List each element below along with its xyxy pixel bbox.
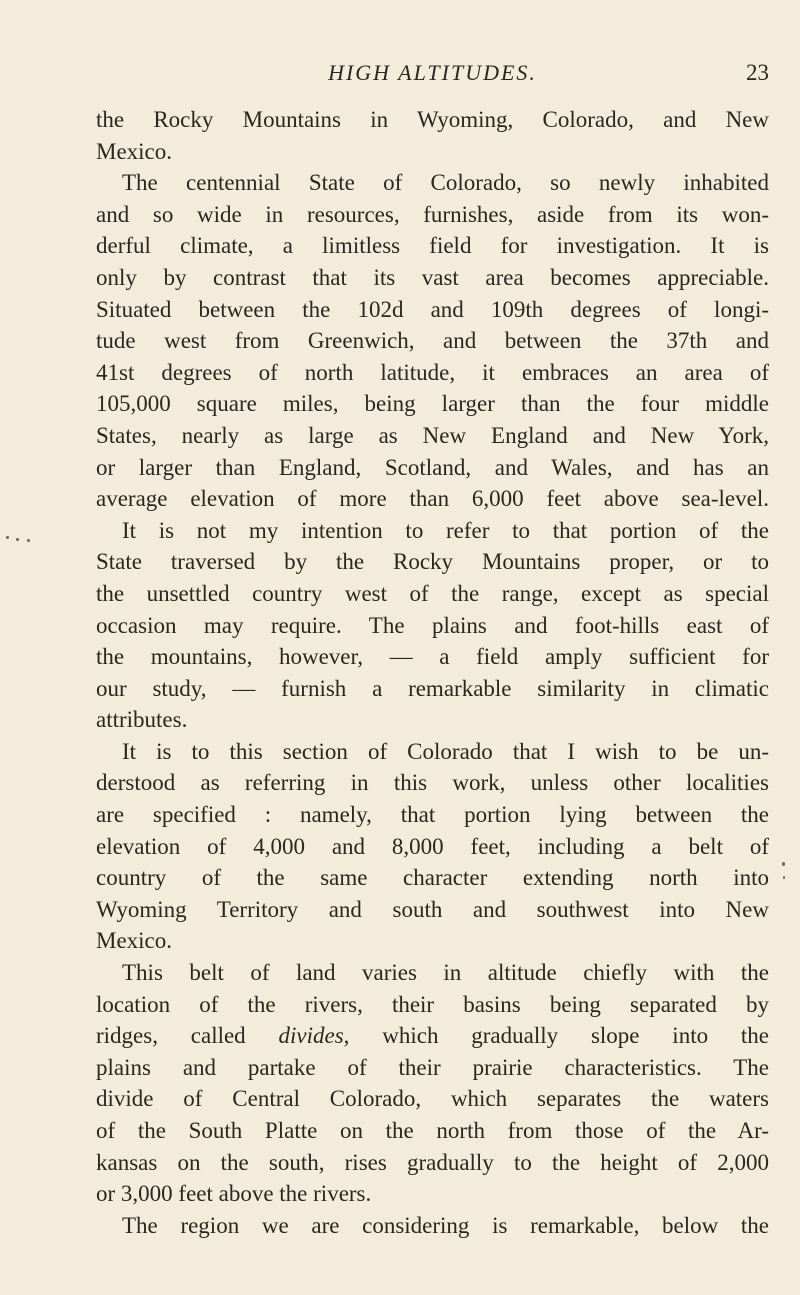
text-line: Wyoming Territory and south and southwest into New [96,896,769,922]
text-line: Mexico. [96,138,173,164]
text-line: the Rocky Mountains in Wyoming, Colorado, and New [96,107,769,132]
text-line: This belt of land varies in altitude chiefly with the [122,960,769,986]
text-line: 41st degrees of north latitude, it embraces an area of [96,359,769,385]
text-line: elevation of 4,000 and 8,000 feet, including a belt of [96,833,769,859]
running-title: HIGH ALTITUDES. [328,60,537,85]
italic-term: divides [278,1023,344,1049]
text-line: country of the same character extending north into [96,865,769,891]
text-line: Situated between the 102d and 109th degrees of longi- [96,296,769,322]
text-line: Mexico. [96,928,173,954]
text-line: derstood as referring in this work, unless other localities [96,770,769,796]
text-line: of the South Platte on the north from those of the Ar- [96,1118,769,1143]
text-line: or 3,000 feet above the rivers. [96,1181,372,1207]
text-line: 105,000 square miles, being larger than the four middle [96,391,769,417]
text-line: the unsettled country west of the range, except as special [96,580,769,606]
text-span: ridges, called [96,1023,246,1049]
text-line: kansas on the south, rises gradually to the height of 2,000 [96,1149,769,1175]
text-line: the mountains, however, — a field amply sufficient for [96,644,769,670]
text-line: and so wide in resources, furnishes, aside from its won- [96,201,769,227]
text-span: , which gradually slope into the [343,1023,769,1049]
text-line: our study, — furnish a remarkable similarity in climatic [96,675,769,701]
ink-speck [16,538,19,541]
text-line: location of the rivers, their basins being separated by [96,991,769,1017]
text-line: The region we are considering is remarkable, below the [122,1212,769,1238]
text-line: divide of Central Colorado, which separates the waters [96,1086,769,1112]
text-line: average elevation of more than 6,000 feet above sea-level. [96,486,769,512]
text-line: State traversed by the Rocky Mountains proper, or to [96,549,769,575]
text-line: derful climate, a limitless field for investigation. It is [96,233,769,259]
text-line: States, nearly as large as New England and New York, [96,422,769,448]
text-line: tude west from Greenwich, and between the 37th and [96,328,769,354]
text-line: It is to this section of Colorado that I wish to be un- [122,738,769,764]
text-line: or larger than England, Scotland, and Wales, and has an [96,454,769,480]
body-text [96,104,769,1241]
text-line: only by contrast that its vast area becomes appreciable. [96,264,769,290]
ink-speck [783,876,785,879]
text-line: plains and partake of their prairie characteristics. The [96,1054,769,1080]
text-line: occasion may require. The plains and foot-hills east of [96,612,769,638]
page-number: 23 [746,60,769,85]
ink-speck [6,536,9,539]
text-line: It is not my intention to refer to that portion of the [122,517,769,543]
text-line [96,1020,769,1052]
text-line: are specified : namely, that portion lying between the [96,802,769,828]
running-header [96,60,769,94]
text-line: The centennial State of Colorado, so newly inhabited [122,170,769,196]
ink-speck [782,862,785,866]
ink-speck [27,539,30,542]
text-line: attributes. [96,707,188,733]
